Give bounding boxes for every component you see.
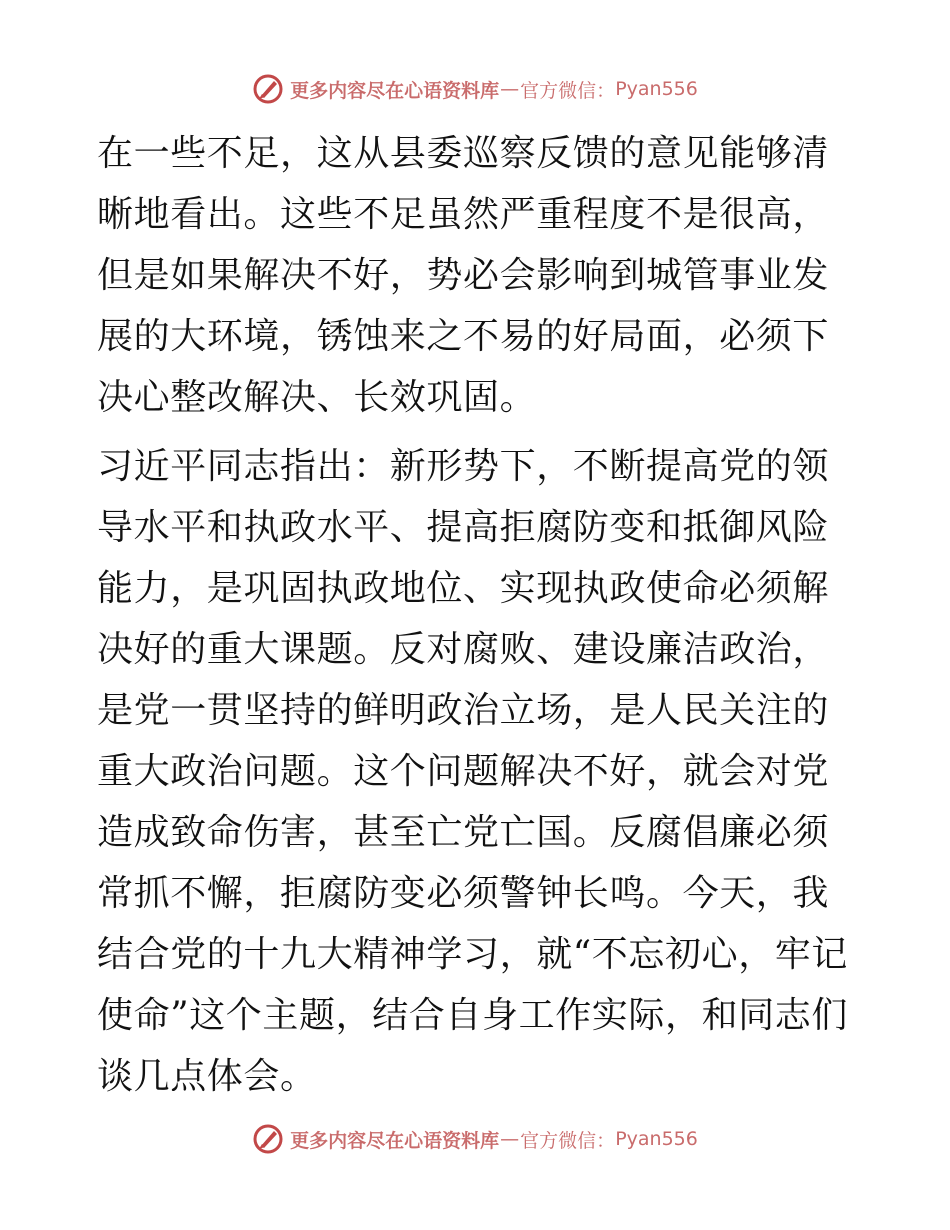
header-watermark [0,72,950,106]
paragraph-1: 在一些不足，这从县委巡察反馈的意见能够清晰地看出。这些不足虽然严重程度不是很高，但是如果解决不好，势必会影响到城管事业发展的大环境，锈蚀来之不易的好局面，必须下决心整改解决、长效巩固。 [97,133,830,418]
watermark-account: Pyan556 [615,78,698,100]
paragraph-2: 习近平同志指出：新形势下，不断提高党的领导水平和执政水平、提高拒腐防变和抵御风险能力，是巩固执政地位、实现执政使命必须解决好的重大课题。反对腐败、建设廉洁政治，是党一贯坚持的鲜明政治立场，是人民关注的重大政治问题。这个问题解决不好，就会对党造成致命伤害，甚至亡党亡国。反腐倡廉必须常抓不懈，拒腐防变必须警钟长鸣。今天，我结合党的十九大精神学习，就“不忘初心，牢记使命”这个主题，结合自身工作实际，和同志们谈几点体会。 [97,446,849,1097]
watermark-brand: 更多内容尽在心语资料库 [290,1129,500,1152]
quill-logo-icon [252,1123,284,1155]
watermark-account: Pyan556 [615,1128,698,1150]
footer-watermark [0,1122,950,1156]
quill-logo-icon [252,73,284,105]
watermark-dash: — [500,78,520,100]
document-body [97,123,853,1107]
watermark-channel: 官方微信： [520,79,616,102]
watermark-dash: — [500,1128,520,1150]
watermark-channel: 官方微信： [520,1129,616,1152]
watermark-brand: 更多内容尽在心语资料库 [290,79,500,102]
